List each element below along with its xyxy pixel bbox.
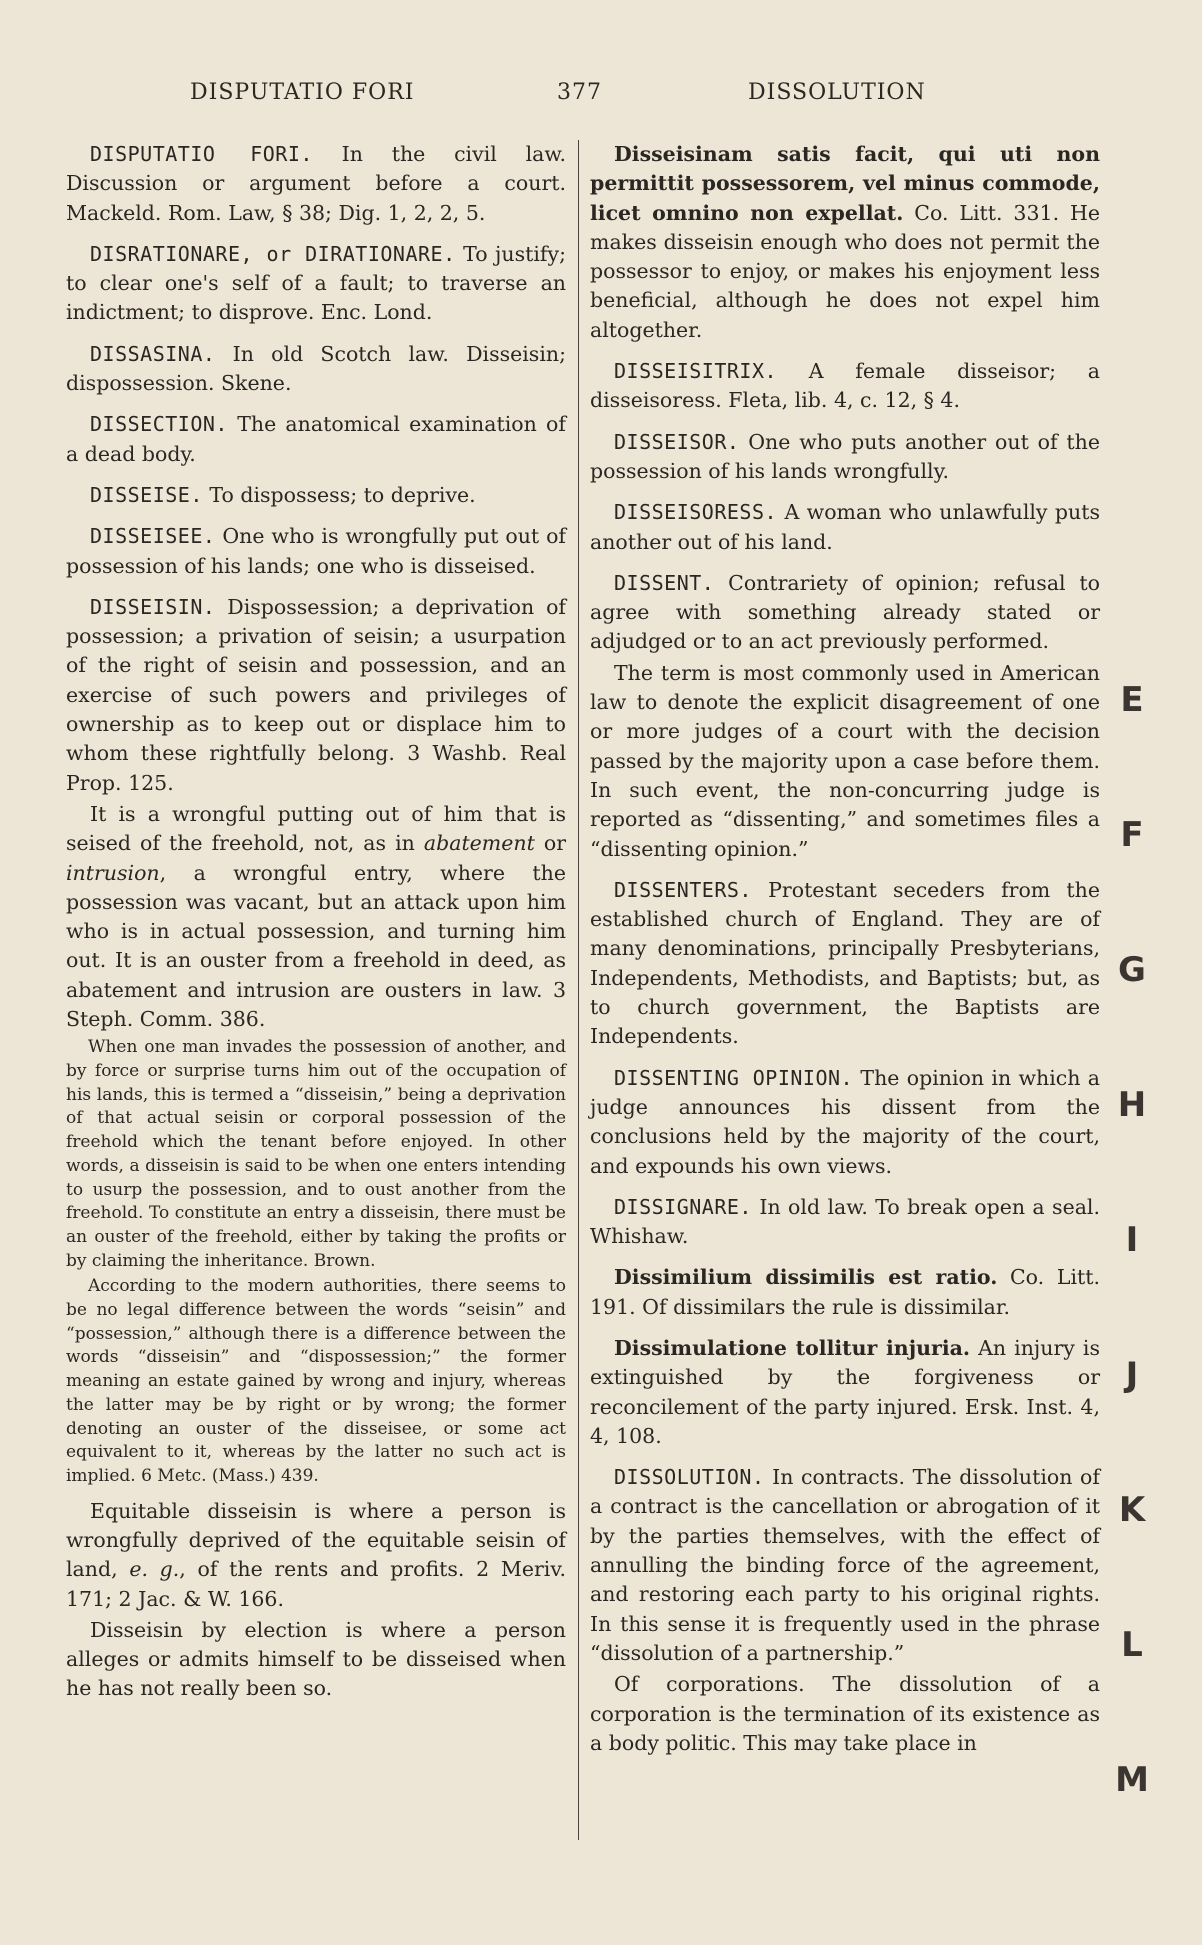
thumb-index: [1112, 0, 1172, 1945]
thumb-tab-k[interactable]: K: [1118, 1490, 1146, 1530]
entry-term: DISPUTATIO FORI.: [90, 142, 313, 166]
entry-definition: One who is wrongfully put out of possession of his lands; one who is disseised.: [66, 524, 566, 578]
entry-definition: Protestant seceders from the established church of England. They are of many denominations, principally Presbyterians, Independents, Methodists, and Baptists; but, as to church government, the Baptists are Independents.: [590, 877, 1100, 1049]
entry-dissection: [66, 410, 566, 469]
paragraph-text: , of the rents and profits. 2 Meriv. 171; 2 Jac. & W. 166.: [66, 1557, 566, 1611]
maxim-translation: Co. Litt. 331. He makes disseisin enough who does not permit the possessor to enjoy, or makes his enjoyment less beneficial, although he does not expel him altogether.: [590, 200, 1100, 342]
right-column: [590, 140, 1100, 1760]
entry-definition: Contrariety of opinion; refusal to agree with something already stated or adjudged or to an act previously performed.: [590, 570, 1100, 654]
entry-term: DISSEISEE.: [90, 524, 216, 549]
entry-disseisitrix: [590, 357, 1100, 416]
italic-term: abatement: [423, 831, 535, 856]
maxim-text: Dissimilium dissimilis est ratio.: [614, 1265, 998, 1290]
maxim-text: Disseisinam satis facit, qui uti non permittit possessorem, vel minus commode, licet omnino non expellat.: [590, 142, 1100, 225]
running-header: [0, 80, 1202, 110]
maxim-text: Dissimulatione tollitur injuria.: [614, 1335, 971, 1360]
maxim-translation: An injury is extinguished by the forgiveness or reconcilement of the party injured. Ersk. Inst. 4, 4, 108.: [590, 1335, 1100, 1448]
maxim-disseisinam: [590, 140, 1100, 345]
entry-dissent: [590, 569, 1100, 657]
entry-term: DISSENTERS.: [614, 877, 752, 902]
entry-definition: Dispossession; a deprivation of possession; a privation of seisin; a usurpation of the right of seisin and possession, and an exercise of such powers and privileges of ownership as to keep out or displace him to whom these rightfully belong. 3 Washb. Real Prop. 125.: [66, 594, 566, 795]
entry-disputatio-fori: [66, 140, 566, 228]
maxim-dissimulatione: [590, 1334, 1100, 1451]
paragraph-text: Equitable disseisin is where a person is wrongfully deprived of the equitable seisin of land,: [66, 1498, 566, 1582]
header-last-entry: DISSOLUTION: [748, 80, 926, 105]
thumb-tab-f[interactable]: F: [1120, 815, 1144, 855]
entry-definition: One who puts another out of the possession of his lands wrongfully.: [590, 429, 1100, 483]
entry-definition: A woman who unlawfully puts another out of his land.: [590, 500, 1100, 554]
equitable-disseisin: [66, 1497, 566, 1614]
thumb-tab-h[interactable]: H: [1117, 1085, 1147, 1125]
entry-definition: To dispossess; to deprive.: [202, 482, 476, 507]
entry-definition: The anatomical examination of a dead body.: [66, 412, 566, 466]
entry-term: DISSASINA.: [90, 341, 216, 366]
paragraph-text: , a wrongful entry, where the possession was vacant, but an attack upon him who is in actual possession, and turning him out. It is an ouster from a freehold in deed, as abatement and intrusion are ousters in law. 3 Steph. Comm. 386.: [66, 860, 566, 1032]
entry-disseisee: [66, 522, 566, 581]
entry-disseisor: [590, 428, 1100, 487]
entry-term: DISSEISORESS.: [614, 500, 778, 525]
entry-disrationare: [66, 240, 566, 328]
entry-term: DISSENTING OPINION.: [614, 1065, 854, 1090]
thumb-tab-l[interactable]: L: [1121, 1625, 1143, 1665]
paragraph-text: It is a wrongful putting out of him that is seised of the freehold, not, as in: [66, 801, 566, 856]
entry-term: DISSECTION.: [90, 412, 228, 437]
maxim-dissimilium: [590, 1263, 1100, 1322]
left-column: [66, 140, 566, 1706]
entry-dissenting-opinion: [590, 1064, 1100, 1181]
entry-term: DISSOLUTION.: [614, 1465, 765, 1490]
italic-term: intrusion: [66, 860, 160, 885]
entry-definition: In old Scotch law. Disseisin; dispossession. Skene.: [66, 341, 566, 396]
thumb-tab-e[interactable]: E: [1120, 680, 1144, 720]
paragraph-text: or: [534, 831, 566, 856]
entry-definition: In old law. To break open a seal. Whishaw.: [590, 1194, 1100, 1249]
thumb-tab-j[interactable]: J: [1125, 1355, 1139, 1395]
thumb-tab-m[interactable]: M: [1115, 1760, 1149, 1800]
entry-disseisin: [66, 593, 566, 798]
thumb-tab-g[interactable]: G: [1118, 950, 1146, 990]
entry-disseisoress: [590, 498, 1100, 557]
entry-term: DISRATIONARE, or DIRATIONARE.: [90, 241, 456, 266]
entry-definition: The opinion in which a judge announces his dissent from the conclusions held by the majority of the court, and expounds his own views.: [590, 1065, 1101, 1178]
entry-dissenters: [590, 876, 1100, 1052]
entry-term: DISSEISIN.: [90, 594, 216, 619]
disseisin-paragraph: [66, 800, 566, 1034]
maxim-translation: Co. Litt. 191. Of dissimilars the rule is dissimilar.: [590, 1265, 1100, 1319]
italic-term: e. g.: [129, 1557, 180, 1582]
page-number: 377: [557, 80, 602, 105]
entry-dissasina: [66, 340, 566, 399]
entry-definition: A female disseisor; a disseisoress. Fleta, lib. 4, c. 12, § 4.: [590, 359, 1100, 413]
entry-term: DISSEISE.: [90, 482, 203, 507]
dissolution-corporations: Of corporations. The dissolution of a corporation is the termination of its existence as a body politic. This may take place in: [590, 1672, 1100, 1755]
entry-dissignare: [590, 1193, 1100, 1252]
header-first-entry: DISPUTATIO FORI: [190, 80, 415, 105]
entry-disseise: [66, 481, 566, 510]
entry-definition: In contracts. The dissolution of a contract is the cancellation or abrogation of it by the parties themselves, with the effect of annulling the binding force of the agreement, and restoring each party to his original rights. In this sense it is frequently used in the phrase “dissolution of a partnership.”: [590, 1465, 1100, 1665]
disseisin-by-election: Disseisin by election is where a person alleges or admits himself to be disseised when he has not really been so.: [66, 1617, 566, 1701]
entry-definition: In the civil law. Discussion or argument before a court. Mackeld. Rom. Law, § 38; Dig. 1, 2, 2, 5.: [66, 142, 566, 225]
entry-term: DISSEISITRIX.: [614, 359, 778, 384]
entry-dissolution: [590, 1463, 1100, 1668]
disseisin-note-2: According to the modern authorities, there seems to be no legal difference between the words “seisin” and “possession,” although there is a difference between the words “disseisin” and “dispossession;” the former meaning an estate gained by wrong and injury, whereas the latter may be by right or by wrong; the former denoting an ouster of the disseisee, or some act equivalent to it, whereas by the latter no such act is implied. 6 Metc. (Mass.) 439.: [66, 1276, 566, 1486]
dissent-paragraph: The term is most commonly used in American law to denote the explicit disagreement of one or more judges of a court with the decision passed by the majority upon a case before them. In such event, the non-concurring judge is reported as “dissenting,” and sometimes files a “dissenting opinion.”: [590, 660, 1100, 861]
entry-definition: To justify; to clear one's self of a fault; to traverse an indictment; to disprove. Enc. Lond.: [66, 241, 566, 325]
thumb-tab-i[interactable]: I: [1125, 1220, 1139, 1260]
disseisin-note-1: When one man invades the possession of another, and by force or surprise turns him out of the occupation of his lands, this is termed a “disseisin,” being a deprivation of that actual seisin or corporal possession of the freehold which the tenant before enjoyed. In other words, a disseisin is said to be when one enters intending to usurp the possession, and to oust another from the freehold. To constitute an entry a disseisin, there must be an ouster of the freehold, either by taking the profits or by claiming the inheritance. Brown.: [66, 1037, 566, 1271]
entry-term: DISSENT.: [614, 570, 715, 595]
entry-term: DISSIGNARE.: [614, 1194, 752, 1219]
entry-term: DISSEISOR.: [614, 429, 740, 454]
column-divider: [578, 140, 579, 1840]
